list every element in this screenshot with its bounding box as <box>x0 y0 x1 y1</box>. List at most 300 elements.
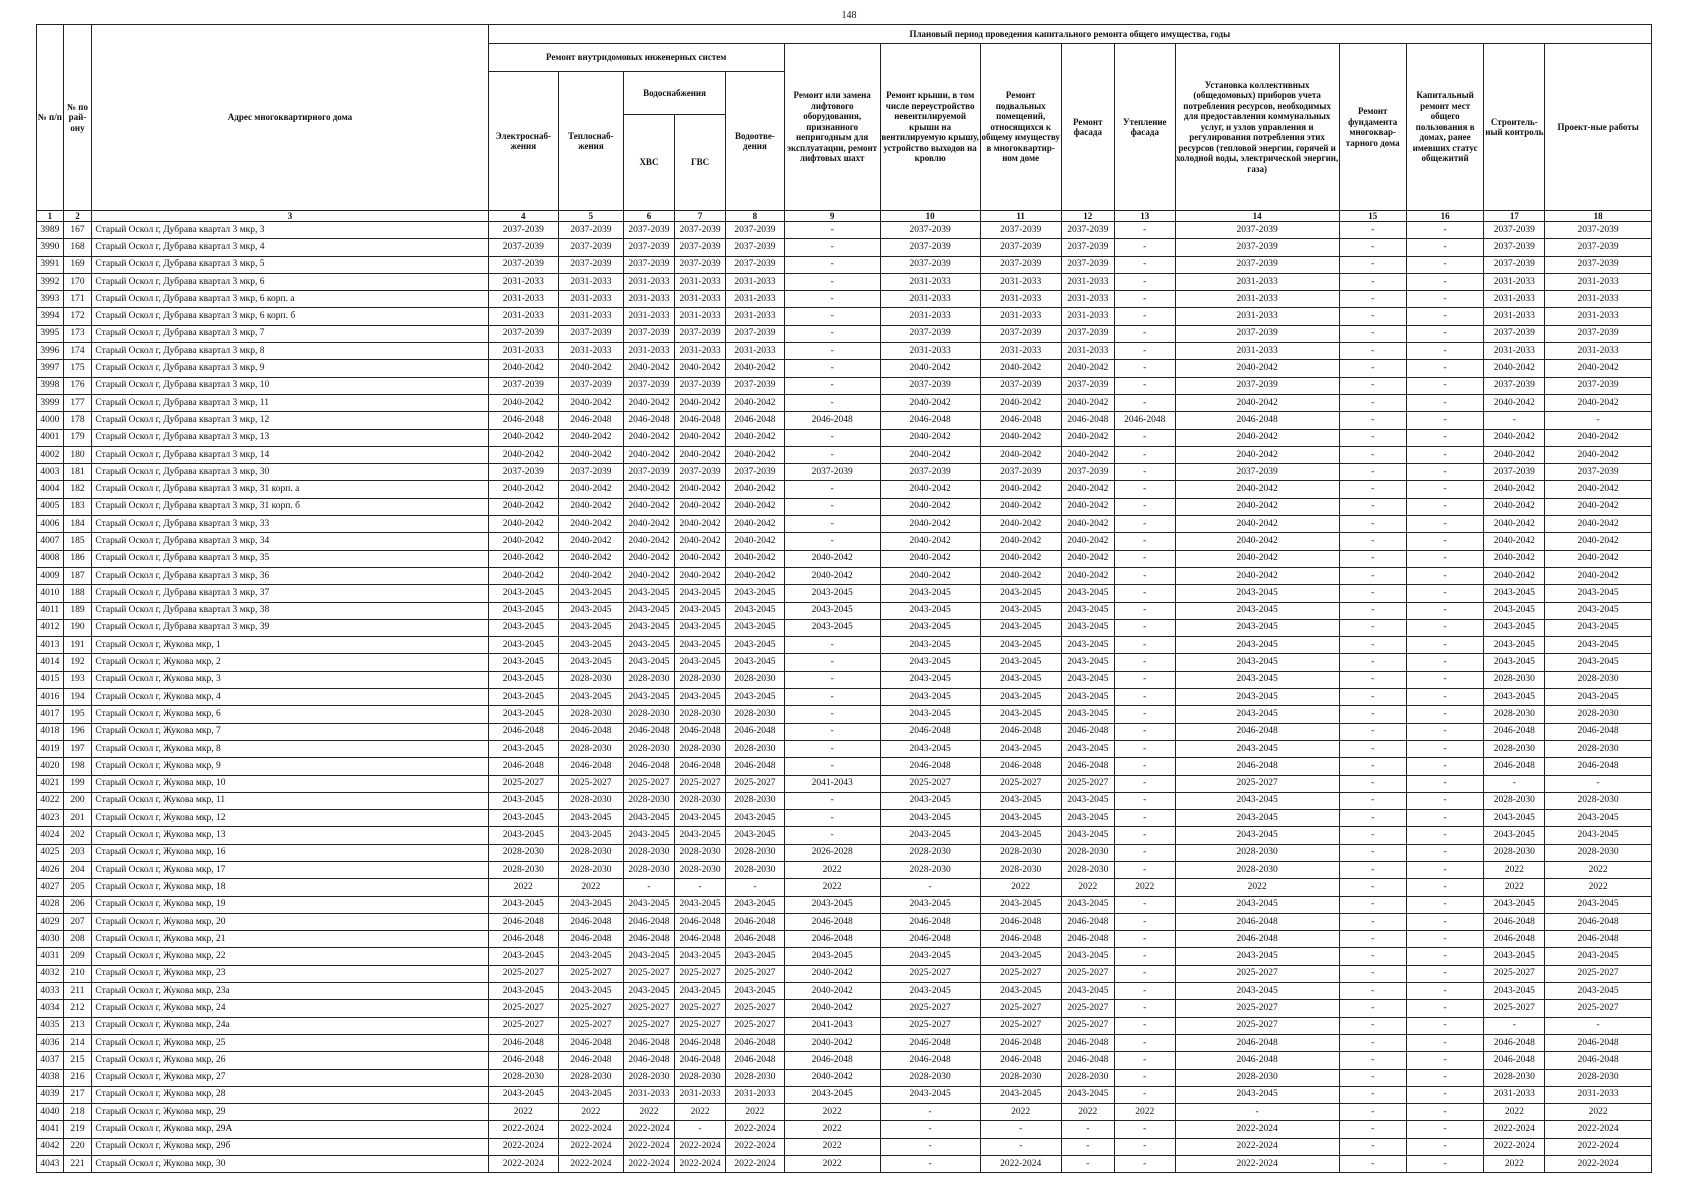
cell-roof: 2043-2045 <box>880 792 980 809</box>
cell-heat: 2043-2045 <box>558 827 623 844</box>
cell-row-no: 4037 <box>37 1052 64 1069</box>
cell-heat: 2040-2042 <box>558 498 623 515</box>
cell-roof: 2031-2033 <box>880 291 980 308</box>
cell-row-no: 4029 <box>37 913 64 930</box>
cell-roof: 2040-2042 <box>880 446 980 463</box>
cell-cold-water: 2043-2045 <box>623 654 674 671</box>
cell-district-no: 169 <box>63 256 92 273</box>
cell-meters: 2040-2042 <box>1175 567 1339 584</box>
cell-design-works: 2037-2039 <box>1545 222 1652 239</box>
cell-elevator: - <box>784 429 880 446</box>
cell-cold-water: 2040-2042 <box>623 394 674 411</box>
cell-basement: 2025-2027 <box>980 1017 1061 1034</box>
cell-sewer: 2031-2033 <box>726 1086 785 1103</box>
cell-dormitory: - <box>1406 222 1484 239</box>
cell-roof: 2046-2048 <box>880 931 980 948</box>
header-facade-repair: Ремонт фасада <box>1061 44 1114 211</box>
cell-address: Старый Оскол г, Дубрава квартал 3 мкр, 35 <box>92 550 488 567</box>
cell-meters: 2043-2045 <box>1175 585 1339 602</box>
cell-electricity: 2025-2027 <box>488 1000 558 1017</box>
cell-heat: 2031-2033 <box>558 273 623 290</box>
cell-cold-water: 2022 <box>623 1104 674 1121</box>
cell-meters: 2040-2042 <box>1175 533 1339 550</box>
column-number: 5 <box>558 211 623 222</box>
cell-facade-insulation: 2046-2048 <box>1114 412 1175 429</box>
cell-construction-control: 2046-2048 <box>1484 1052 1545 1069</box>
cell-sewer: 2025-2027 <box>726 965 785 982</box>
cell-hot-water: 2028-2030 <box>675 671 726 688</box>
cell-sewer: 2043-2045 <box>726 637 785 654</box>
cell-heat: 2040-2042 <box>558 446 623 463</box>
cell-facade-repair: 2046-2048 <box>1061 1034 1114 1051</box>
cell-facade-insulation: - <box>1114 810 1175 827</box>
cell-basement: 2040-2042 <box>980 516 1061 533</box>
cell-elevator: 2022 <box>784 1138 880 1155</box>
cell-hot-water: 2040-2042 <box>675 533 726 550</box>
header-foundation: Ремонт фундамента многоквар-тарного дома <box>1339 44 1406 211</box>
cell-cold-water: 2022-2024 <box>623 1138 674 1155</box>
cell-heat: 2028-2030 <box>558 740 623 757</box>
cell-facade-repair: 2043-2045 <box>1061 740 1114 757</box>
cell-meters: 2022-2024 <box>1175 1138 1339 1155</box>
cell-row-no: 4041 <box>37 1121 64 1138</box>
header-elevator: Ремонт или замена лифтового оборудования, признанного непригодным для эксплуатации, ремонт лифтовых шахт <box>784 44 880 211</box>
cell-construction-control: 2031-2033 <box>1484 1086 1545 1103</box>
cell-design-works: 2040-2042 <box>1545 498 1652 515</box>
cell-heat: 2043-2045 <box>558 619 623 636</box>
column-number: 10 <box>880 211 980 222</box>
cell-elevator: 2041-2043 <box>784 775 880 792</box>
cell-construction-control: 2040-2042 <box>1484 429 1545 446</box>
cell-sewer: 2043-2045 <box>726 983 785 1000</box>
cell-meters: 2046-2048 <box>1175 758 1339 775</box>
cell-electricity: 2043-2045 <box>488 740 558 757</box>
cell-basement: 2043-2045 <box>980 948 1061 965</box>
table-row <box>37 1034 1652 1051</box>
cell-heat: 2046-2048 <box>558 913 623 930</box>
cell-design-works: 2046-2048 <box>1545 1052 1652 1069</box>
header-electricity: Электроснаб-жения <box>488 72 558 211</box>
cell-construction-control: 2031-2033 <box>1484 273 1545 290</box>
cell-roof: 2037-2039 <box>880 222 980 239</box>
cell-heat: 2043-2045 <box>558 1086 623 1103</box>
cell-roof: 2043-2045 <box>880 983 980 1000</box>
cell-meters: 2040-2042 <box>1175 516 1339 533</box>
cell-hot-water: 2046-2048 <box>675 758 726 775</box>
cell-address: Старый Оскол г, Жукова мкр, 10 <box>92 775 488 792</box>
cell-facade-repair: 2040-2042 <box>1061 533 1114 550</box>
table-row <box>37 706 1652 723</box>
cell-dormitory: - <box>1406 723 1484 740</box>
cell-heat: 2028-2030 <box>558 706 623 723</box>
cell-district-no: 214 <box>63 1034 92 1051</box>
cell-design-works: 2043-2045 <box>1545 896 1652 913</box>
cell-row-no: 4039 <box>37 1086 64 1103</box>
cell-meters: 2043-2045 <box>1175 689 1339 706</box>
cell-basement: 2043-2045 <box>980 671 1061 688</box>
cell-basement: 2028-2030 <box>980 1069 1061 1086</box>
cell-facade-insulation: - <box>1114 602 1175 619</box>
cell-heat: 2043-2045 <box>558 810 623 827</box>
cell-cold-water: 2025-2027 <box>623 965 674 982</box>
cell-dormitory: - <box>1406 1034 1484 1051</box>
cell-meters: 2028-2030 <box>1175 1069 1339 1086</box>
cell-basement: 2040-2042 <box>980 360 1061 377</box>
cell-basement: 2022 <box>980 879 1061 896</box>
cell-dormitory: - <box>1406 1086 1484 1103</box>
table-row <box>37 654 1652 671</box>
cell-facade-insulation: - <box>1114 308 1175 325</box>
cell-design-works: 2031-2033 <box>1545 1086 1652 1103</box>
cell-sewer: 2022-2024 <box>726 1121 785 1138</box>
cell-facade-insulation: - <box>1114 516 1175 533</box>
cell-facade-repair: 2022 <box>1061 879 1114 896</box>
cell-facade-repair: 2040-2042 <box>1061 446 1114 463</box>
cell-meters: 2043-2045 <box>1175 637 1339 654</box>
cell-construction-control: 2025-2027 <box>1484 1000 1545 1017</box>
cell-sewer: 2046-2048 <box>726 913 785 930</box>
cell-elevator: 2041-2043 <box>784 1017 880 1034</box>
cell-basement: 2028-2030 <box>980 861 1061 878</box>
column-number: 12 <box>1061 211 1114 222</box>
cell-hot-water: 2043-2045 <box>675 896 726 913</box>
cell-facade-insulation: - <box>1114 965 1175 982</box>
cell-facade-insulation: - <box>1114 1017 1175 1034</box>
cell-facade-repair: 2040-2042 <box>1061 481 1114 498</box>
cell-basement: 2031-2033 <box>980 343 1061 360</box>
cell-cold-water: 2043-2045 <box>623 810 674 827</box>
cell-elevator: 2022 <box>784 1104 880 1121</box>
cell-row-no: 4011 <box>37 602 64 619</box>
cell-meters: 2022-2024 <box>1175 1156 1339 1173</box>
header-facade-insulation: Утепление фасада <box>1114 44 1175 211</box>
cell-electricity: 2028-2030 <box>488 861 558 878</box>
cell-construction-control: - <box>1484 775 1545 792</box>
cell-dormitory: - <box>1406 1017 1484 1034</box>
cell-electricity: 2031-2033 <box>488 291 558 308</box>
cell-cold-water: 2046-2048 <box>623 412 674 429</box>
cell-facade-repair: 2046-2048 <box>1061 758 1114 775</box>
cell-construction-control: 2022 <box>1484 861 1545 878</box>
table-row <box>37 394 1652 411</box>
cell-elevator: 2040-2042 <box>784 1069 880 1086</box>
cell-heat: 2040-2042 <box>558 429 623 446</box>
cell-dormitory: - <box>1406 792 1484 809</box>
cell-heat: 2043-2045 <box>558 654 623 671</box>
cell-facade-repair: 2031-2033 <box>1061 343 1114 360</box>
cell-roof: 2040-2042 <box>880 567 980 584</box>
cell-facade-repair: 2046-2048 <box>1061 412 1114 429</box>
cell-district-no: 215 <box>63 1052 92 1069</box>
cell-construction-control: 2043-2045 <box>1484 602 1545 619</box>
cell-district-no: 197 <box>63 740 92 757</box>
cell-meters: 2031-2033 <box>1175 273 1339 290</box>
cell-meters: 2040-2042 <box>1175 394 1339 411</box>
cell-basement: 2046-2048 <box>980 913 1061 930</box>
cell-roof: 2043-2045 <box>880 896 980 913</box>
column-number: 1 <box>37 211 64 222</box>
cell-dormitory: - <box>1406 291 1484 308</box>
table-row <box>37 827 1652 844</box>
cell-basement: 2037-2039 <box>980 464 1061 481</box>
cell-facade-insulation: - <box>1114 464 1175 481</box>
cell-design-works: 2040-2042 <box>1545 429 1652 446</box>
table-row <box>37 343 1652 360</box>
cell-sewer: 2028-2030 <box>726 671 785 688</box>
cell-cold-water: 2037-2039 <box>623 464 674 481</box>
header-basement: Ремонт подвальных помещений, относящихся к общему имуществу в многоквартир-ном доме <box>980 44 1061 211</box>
cell-facade-repair: 2031-2033 <box>1061 273 1114 290</box>
cell-district-no: 177 <box>63 394 92 411</box>
cell-foundation: - <box>1339 706 1406 723</box>
cell-design-works: 2022-2024 <box>1545 1156 1652 1173</box>
cell-facade-repair: 2043-2045 <box>1061 671 1114 688</box>
cell-foundation: - <box>1339 1052 1406 1069</box>
cell-facade-insulation: - <box>1114 222 1175 239</box>
cell-facade-repair: 2037-2039 <box>1061 377 1114 394</box>
cell-roof: 2037-2039 <box>880 377 980 394</box>
cell-facade-repair: 2028-2030 <box>1061 861 1114 878</box>
cell-construction-control: 2037-2039 <box>1484 256 1545 273</box>
cell-facade-insulation: - <box>1114 239 1175 256</box>
cell-facade-repair: 2043-2045 <box>1061 948 1114 965</box>
cell-basement: 2028-2030 <box>980 844 1061 861</box>
cell-roof: 2031-2033 <box>880 343 980 360</box>
cell-basement: 2043-2045 <box>980 689 1061 706</box>
cell-dormitory: - <box>1406 1000 1484 1017</box>
cell-district-no: 209 <box>63 948 92 965</box>
cell-cold-water: 2040-2042 <box>623 498 674 515</box>
cell-facade-repair: 2043-2045 <box>1061 602 1114 619</box>
cell-electricity: 2043-2045 <box>488 948 558 965</box>
cell-cold-water: 2028-2030 <box>623 671 674 688</box>
table-row <box>37 844 1652 861</box>
cell-sewer: 2028-2030 <box>726 706 785 723</box>
cell-sewer: 2040-2042 <box>726 481 785 498</box>
cell-construction-control: 2037-2039 <box>1484 464 1545 481</box>
cell-hot-water: - <box>675 879 726 896</box>
cell-heat: 2046-2048 <box>558 412 623 429</box>
cell-basement: - <box>980 1121 1061 1138</box>
cell-dormitory: - <box>1406 879 1484 896</box>
cell-heat: 2046-2048 <box>558 1052 623 1069</box>
cell-row-no: 4028 <box>37 896 64 913</box>
cell-basement: 2046-2048 <box>980 758 1061 775</box>
cell-address: Старый Оскол г, Дубрава квартал 3 мкр, 13 <box>92 429 488 446</box>
cell-dormitory: - <box>1406 550 1484 567</box>
cell-heat: 2022-2024 <box>558 1138 623 1155</box>
cell-row-no: 4013 <box>37 637 64 654</box>
cell-row-no: 4001 <box>37 429 64 446</box>
header-hot-water: ГВС <box>675 115 726 211</box>
cell-address: Старый Оскол г, Жукова мкр, 23 <box>92 965 488 982</box>
cell-construction-control: 2037-2039 <box>1484 222 1545 239</box>
cell-cold-water: 2025-2027 <box>623 1000 674 1017</box>
table-row <box>37 671 1652 688</box>
cell-dormitory: - <box>1406 1104 1484 1121</box>
cell-address: Старый Оскол г, Дубрава квартал 3 мкр, 30 <box>92 464 488 481</box>
cell-construction-control: 2040-2042 <box>1484 567 1545 584</box>
cell-address: Старый Оскол г, Жукова мкр, 20 <box>92 913 488 930</box>
cell-address: Старый Оскол г, Жукова мкр, 4 <box>92 689 488 706</box>
cell-facade-insulation: - <box>1114 446 1175 463</box>
cell-facade-insulation: - <box>1114 585 1175 602</box>
cell-roof: 2043-2045 <box>880 619 980 636</box>
cell-row-no: 4022 <box>37 792 64 809</box>
cell-district-no: 170 <box>63 273 92 290</box>
header-address: Адрес многоквартирного дома <box>92 25 488 211</box>
cell-basement: 2037-2039 <box>980 222 1061 239</box>
cell-electricity: 2043-2045 <box>488 810 558 827</box>
cell-heat: 2040-2042 <box>558 567 623 584</box>
cell-sewer: 2043-2045 <box>726 602 785 619</box>
cell-heat: 2043-2045 <box>558 948 623 965</box>
cell-roof: - <box>880 879 980 896</box>
cell-elevator: 2022 <box>784 1121 880 1138</box>
cell-dormitory: - <box>1406 619 1484 636</box>
cell-foundation: - <box>1339 619 1406 636</box>
cell-foundation: - <box>1339 965 1406 982</box>
cell-meters: 2040-2042 <box>1175 446 1339 463</box>
table-row <box>37 412 1652 429</box>
cell-heat: 2046-2048 <box>558 931 623 948</box>
cell-foundation: - <box>1339 775 1406 792</box>
cell-foundation: - <box>1339 1017 1406 1034</box>
table-row <box>37 1156 1652 1173</box>
cell-electricity: 2040-2042 <box>488 498 558 515</box>
cell-hot-water: 2028-2030 <box>675 792 726 809</box>
cell-elevator: - <box>784 637 880 654</box>
cell-construction-control: 2043-2045 <box>1484 637 1545 654</box>
cell-district-no: 213 <box>63 1017 92 1034</box>
cell-facade-repair: 2025-2027 <box>1061 1017 1114 1034</box>
cell-address: Старый Оскол г, Дубрава квартал 3 мкр, 36 <box>92 567 488 584</box>
cell-elevator: - <box>784 758 880 775</box>
cell-design-works: - <box>1545 1017 1652 1034</box>
cell-design-works: 2037-2039 <box>1545 377 1652 394</box>
cell-electricity: 2043-2045 <box>488 654 558 671</box>
cell-address: Старый Оскол г, Дубрава квартал 3 мкр, 7 <box>92 325 488 342</box>
cell-cold-water: 2046-2048 <box>623 913 674 930</box>
cell-facade-insulation: 2022 <box>1114 879 1175 896</box>
cell-district-no: 211 <box>63 983 92 1000</box>
cell-roof: - <box>880 1138 980 1155</box>
cell-heat: 2037-2039 <box>558 325 623 342</box>
cell-district-no: 195 <box>63 706 92 723</box>
header-water: Водоснабжения <box>623 72 725 115</box>
cell-facade-repair: 2040-2042 <box>1061 567 1114 584</box>
cell-foundation: - <box>1339 758 1406 775</box>
cell-heat: 2043-2045 <box>558 637 623 654</box>
cell-heat: 2028-2030 <box>558 671 623 688</box>
cell-sewer: 2040-2042 <box>726 360 785 377</box>
column-number: 15 <box>1339 211 1406 222</box>
cell-meters: 2025-2027 <box>1175 965 1339 982</box>
table-row <box>37 308 1652 325</box>
cell-elevator: - <box>784 810 880 827</box>
cell-facade-repair: 2043-2045 <box>1061 827 1114 844</box>
table-row <box>37 810 1652 827</box>
cell-cold-water: 2046-2048 <box>623 1052 674 1069</box>
cell-electricity: 2022 <box>488 1104 558 1121</box>
cell-sewer: 2028-2030 <box>726 740 785 757</box>
cell-design-works: 2040-2042 <box>1545 360 1652 377</box>
header-dormitory: Капитальный ремонт мест общего пользования в домах, ранее имевших статус общежитий <box>1406 44 1484 211</box>
cell-dormitory: - <box>1406 446 1484 463</box>
cell-dormitory: - <box>1406 861 1484 878</box>
cell-roof: 2040-2042 <box>880 429 980 446</box>
cell-dormitory: - <box>1406 325 1484 342</box>
cell-district-no: 196 <box>63 723 92 740</box>
cell-hot-water: - <box>675 1121 726 1138</box>
cell-meters: 2046-2048 <box>1175 1034 1339 1051</box>
cell-foundation: - <box>1339 325 1406 342</box>
cell-heat: 2046-2048 <box>558 723 623 740</box>
cell-construction-control: 2040-2042 <box>1484 533 1545 550</box>
cell-sewer: 2046-2048 <box>726 931 785 948</box>
cell-heat: 2022 <box>558 1104 623 1121</box>
table-row <box>37 498 1652 515</box>
cell-dormitory: - <box>1406 585 1484 602</box>
cell-facade-insulation: - <box>1114 1052 1175 1069</box>
table-row <box>37 689 1652 706</box>
cell-district-no: 185 <box>63 533 92 550</box>
cell-elevator: 2040-2042 <box>784 1034 880 1051</box>
cell-electricity: 2037-2039 <box>488 325 558 342</box>
cell-address: Старый Оскол г, Жукова мкр, 25 <box>92 1034 488 1051</box>
cell-sewer: 2022-2024 <box>726 1156 785 1173</box>
cell-meters: 2025-2027 <box>1175 1000 1339 1017</box>
cell-facade-insulation: - <box>1114 637 1175 654</box>
cell-electricity: 2028-2030 <box>488 844 558 861</box>
cell-sewer: 2040-2042 <box>726 429 785 446</box>
cell-address: Старый Оскол г, Дубрава квартал 3 мкр, 10 <box>92 377 488 394</box>
cell-dormitory: - <box>1406 810 1484 827</box>
cell-cold-water: 2046-2048 <box>623 758 674 775</box>
table-row <box>37 931 1652 948</box>
cell-elevator: - <box>784 723 880 740</box>
cell-meters: 2043-2045 <box>1175 706 1339 723</box>
header-no: № п/п <box>37 25 64 211</box>
cell-basement: 2037-2039 <box>980 256 1061 273</box>
cell-sewer: 2040-2042 <box>726 567 785 584</box>
column-number: 14 <box>1175 211 1339 222</box>
table-row <box>37 273 1652 290</box>
cell-facade-repair: 2028-2030 <box>1061 1069 1114 1086</box>
cell-facade-repair: 2043-2045 <box>1061 896 1114 913</box>
cell-facade-repair: 2040-2042 <box>1061 360 1114 377</box>
cell-construction-control: 2028-2030 <box>1484 844 1545 861</box>
cell-foundation: - <box>1339 394 1406 411</box>
cell-meters: 2037-2039 <box>1175 239 1339 256</box>
cell-elevator: 2043-2045 <box>784 896 880 913</box>
cell-electricity: 2043-2045 <box>488 1086 558 1103</box>
cell-meters: 2037-2039 <box>1175 464 1339 481</box>
cell-construction-control: 2040-2042 <box>1484 394 1545 411</box>
cell-district-no: 220 <box>63 1138 92 1155</box>
cell-electricity: 2046-2048 <box>488 913 558 930</box>
cell-foundation: - <box>1339 498 1406 515</box>
cell-heat: 2043-2045 <box>558 896 623 913</box>
cell-design-works: 2046-2048 <box>1545 931 1652 948</box>
cell-dormitory: - <box>1406 844 1484 861</box>
cell-facade-insulation: - <box>1114 291 1175 308</box>
cell-basement: 2046-2048 <box>980 1034 1061 1051</box>
cell-district-no: 210 <box>63 965 92 982</box>
cell-foundation: - <box>1339 239 1406 256</box>
cell-electricity: 2022-2024 <box>488 1121 558 1138</box>
cell-roof: - <box>880 1121 980 1138</box>
